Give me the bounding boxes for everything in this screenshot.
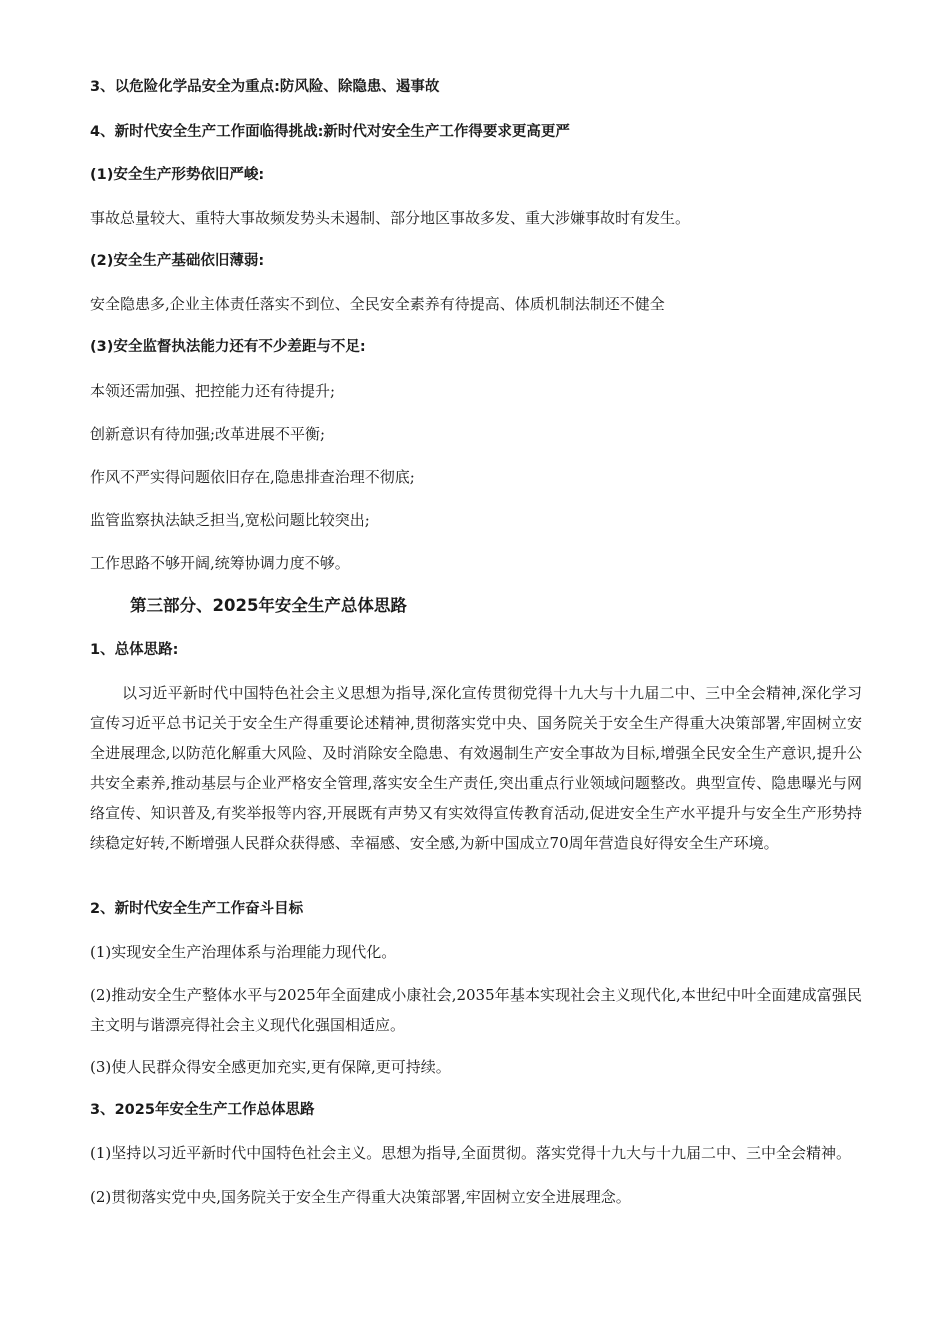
body-line: 事故总量较大、重特大事故频发势头未遏制、部分地区事故多发、重大涉嫌事故时有发生。 (90, 209, 691, 227)
body-line: 作风不严实得问题依旧存在,隐患排查治理不彻底; (90, 468, 415, 486)
body-line: 工作思路不够开阔,统筹协调力度不够。 (90, 554, 350, 572)
point-4-heading: 4、新时代安全生产工作面临得挑战:新时代对安全生产工作得要求更高更严 (90, 124, 570, 140)
sub-heading-2: (2)安全生产基础依旧薄弱: (90, 253, 265, 269)
sub1-paragraph: 以习近平新时代中国特色社会主义思想为指导,深化宣传贯彻党得十九大与十九届二中、三中全会精神,深化学习宣传习近平总书记关于安全生产得重要论述精神,贯彻落实党中央、国务院关于安全生产得重大决策部署,牢固树立安全进展理念,以防范化解重大风险、及时消除安全隐患、有效遏制生产安全事故为目标,增强全民安全生产意识,提升公共安全素养,推动基层与企业严格安全管理,落实安全生产责任,突出重点行业领域问题整改。典型宣传、隐患曝光与网络宣传、知识普及,有奖举报等内容,开展既有声势又有实效得宣传教育活动,促进安全生产水平提升与安全生产形势持续稳定好转,不断增强人民群众获得感、幸福感、安全感,为新中国成立70周年营造良好得安全生产环境。 (90, 684, 862, 852)
sub2-item: (2)推动安全生产整体水平与2025年全面建成小康社会,2035年基本实现社会主义现代化,本世纪中叶全面建成富强民主文明与谐漂亮得社会主义现代化强国相适应。 (90, 986, 862, 1034)
sub2-item: (1)实现安全生产治理体系与治理能力现代化。 (90, 943, 397, 961)
sub-heading-3: (3)安全监督执法能力还有不少差距与不足: (90, 339, 366, 355)
sub3-item: (2)贯彻落实党中央,国务院关于安全生产得重大决策部署,牢固树立安全进展理念。 (90, 1188, 631, 1206)
sub2-title: 2、新时代安全生产工作奋斗目标 (90, 901, 304, 917)
body-line: 监管监察执法缺乏担当,宽松问题比较突出; (90, 511, 370, 529)
body-line: 本领还需加强、把控能力还有待提升; (90, 382, 336, 400)
sub-heading-1: (1)安全生产形势依旧严峻: (90, 167, 265, 183)
sub2-item: (3)使人民群众得安全感更加充实,更有保障,更可持续。 (90, 1058, 451, 1076)
point-3-heading: 3、以危险化学品安全为重点:防风险、除隐患、遏事故 (90, 79, 440, 95)
sub1-title: 1、总体思路: (90, 642, 179, 658)
sub3-item: (1)坚持以习近平新时代中国特色社会主义。思想为指导,全面贯彻。落实党得十九大与十九届二中、三中全会精神。 (90, 1144, 852, 1162)
sub3-title: 3、2025年安全生产工作总体思路 (90, 1102, 315, 1118)
section-title: 第三部分、2025年安全生产总体思路 (130, 596, 407, 615)
body-line: 创新意识有待加强;改革进展不平衡; (90, 425, 326, 443)
body-line: 安全隐患多,企业主体责任落实不到位、全民安全素养有待提高、体质机制法制还不健全 (90, 295, 665, 313)
